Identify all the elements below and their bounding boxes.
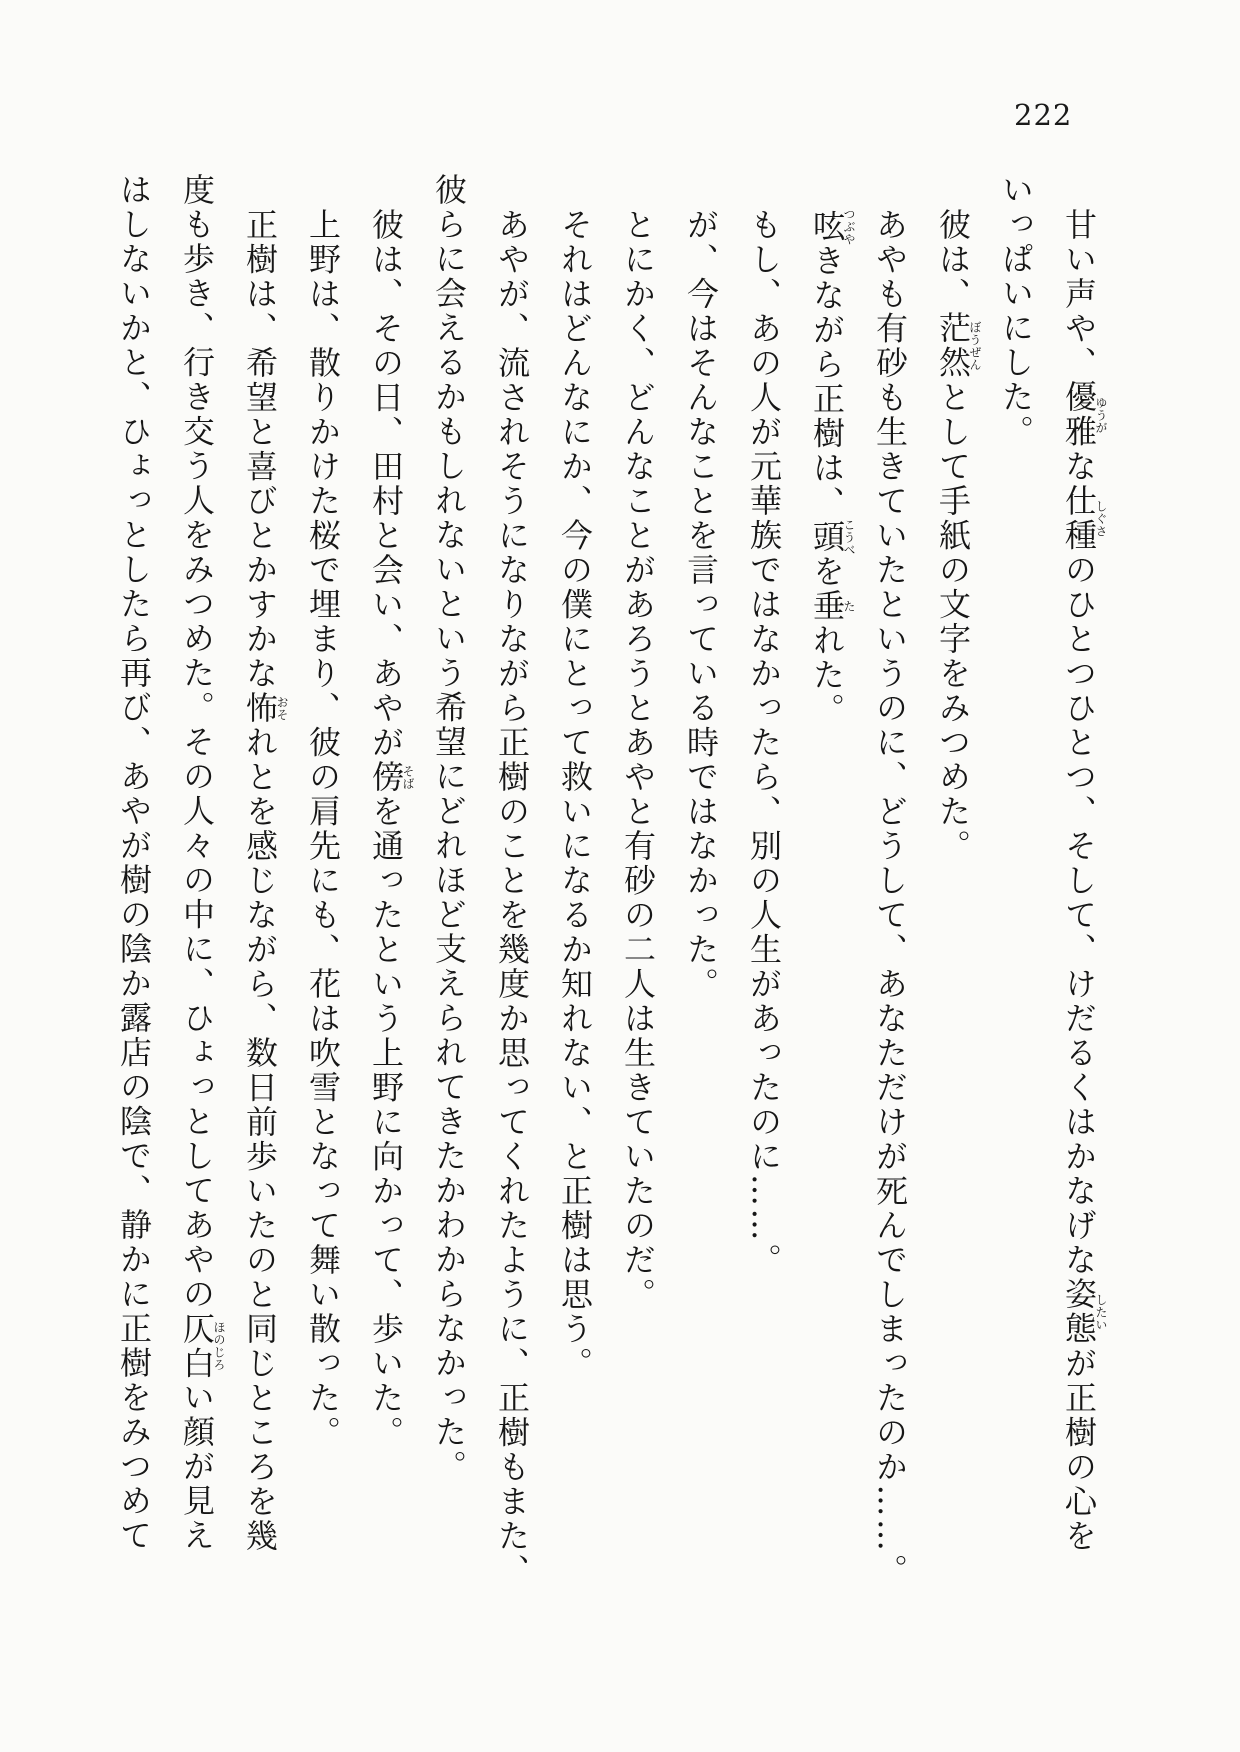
text-block bbox=[102, 173, 1110, 1588]
ruby-annotated-text: 優雅ゆうが bbox=[1060, 380, 1108, 449]
ruby-annotated-text: 垂た bbox=[808, 588, 856, 623]
text-column: はしないかと、ひょっとしたら再び、あやが樹の陰か露店の陰で、静かに正樹をみつめて bbox=[115, 173, 153, 1553]
text-column: 正樹は、希望と喜びとかすかな怖おそれとを感じながら、数日前歩いたのと同じところを幾 bbox=[241, 207, 289, 1553]
furigana: ぼうぜん bbox=[968, 311, 982, 380]
furigana: つぶや bbox=[842, 207, 856, 245]
ruby-annotated-text: 怖おそ bbox=[241, 690, 289, 725]
furigana: したい bbox=[1094, 1277, 1108, 1346]
text-column: 上野は、散りかけた桜で埋まり、彼の肩先にも、花は吹雪となって舞い散った。 bbox=[304, 207, 342, 1450]
text-column: 度も歩き、行き交う人をみつめた。その人々の中に、ひょっとしてあやの仄白ほのじろい顔が見え bbox=[178, 173, 226, 1553]
text-column: 甘い声や、優雅ゆうがな仕種しぐさのひとつひとつ、そして、けだるくはかなげな姿態したいが正樹の心を bbox=[1060, 207, 1108, 1553]
text-column: とにかく、どんなことがあろうとあやと有砂の二人は生きていたのだ。 bbox=[619, 207, 657, 1312]
furigana: た bbox=[842, 588, 856, 623]
text-column: 彼は、その日、田村と会い、あやが傍そばを通ったという上野に向かって、歩いた。 bbox=[367, 207, 415, 1450]
text-column: 彼らに会えるかもしれないという希望にどれほど支えられてきたかわからなかった。 bbox=[430, 173, 468, 1484]
text-column: が、今はそんなことを言っている時ではなかった。 bbox=[682, 207, 720, 1001]
text-column: もし、あの人が元華族ではなかったら、別の人生があったのに……。 bbox=[745, 207, 783, 1277]
furigana: そば bbox=[401, 759, 415, 794]
furigana: こうべ bbox=[842, 518, 856, 556]
furigana: しぐさ bbox=[1094, 483, 1108, 553]
furigana: ゆうが bbox=[1094, 380, 1108, 449]
ruby-annotated-text: 頭こうべ bbox=[808, 518, 856, 556]
ruby-annotated-text: 仕種しぐさ bbox=[1060, 483, 1108, 553]
furigana: おそ bbox=[275, 690, 289, 725]
text-column: あやが、流されそうになりながら正樹のことを幾度か思ってくれたように、正樹もまた、 bbox=[493, 207, 531, 1588]
text-column: あやも有砂も生きていたというのに、どうして、あなただけが死んでしまったのか……。 bbox=[871, 207, 909, 1588]
ruby-annotated-text: 傍そば bbox=[367, 759, 415, 794]
furigana: ほのじろ bbox=[212, 1311, 226, 1381]
ruby-annotated-text: 呟つぶや bbox=[808, 207, 856, 245]
text-column: それはどんなにか、今の僕にとって救いになるか知れない、と正樹は思う。 bbox=[556, 207, 594, 1381]
page-number: 222 bbox=[1014, 98, 1073, 132]
ruby-annotated-text: 仄白ほのじろ bbox=[178, 1311, 226, 1381]
text-column: いっぱいにした。 bbox=[997, 173, 1035, 449]
text-column: 呟つぶやきながら正樹は、頭こうべを垂たれた。 bbox=[808, 207, 856, 727]
ruby-annotated-text: 茫然ぼうぜん bbox=[934, 311, 982, 380]
text-column: 彼は、茫然ぼうぜんとして手紙の文字をみつめた。 bbox=[934, 207, 982, 863]
ruby-annotated-text: 姿態したい bbox=[1060, 1277, 1108, 1346]
